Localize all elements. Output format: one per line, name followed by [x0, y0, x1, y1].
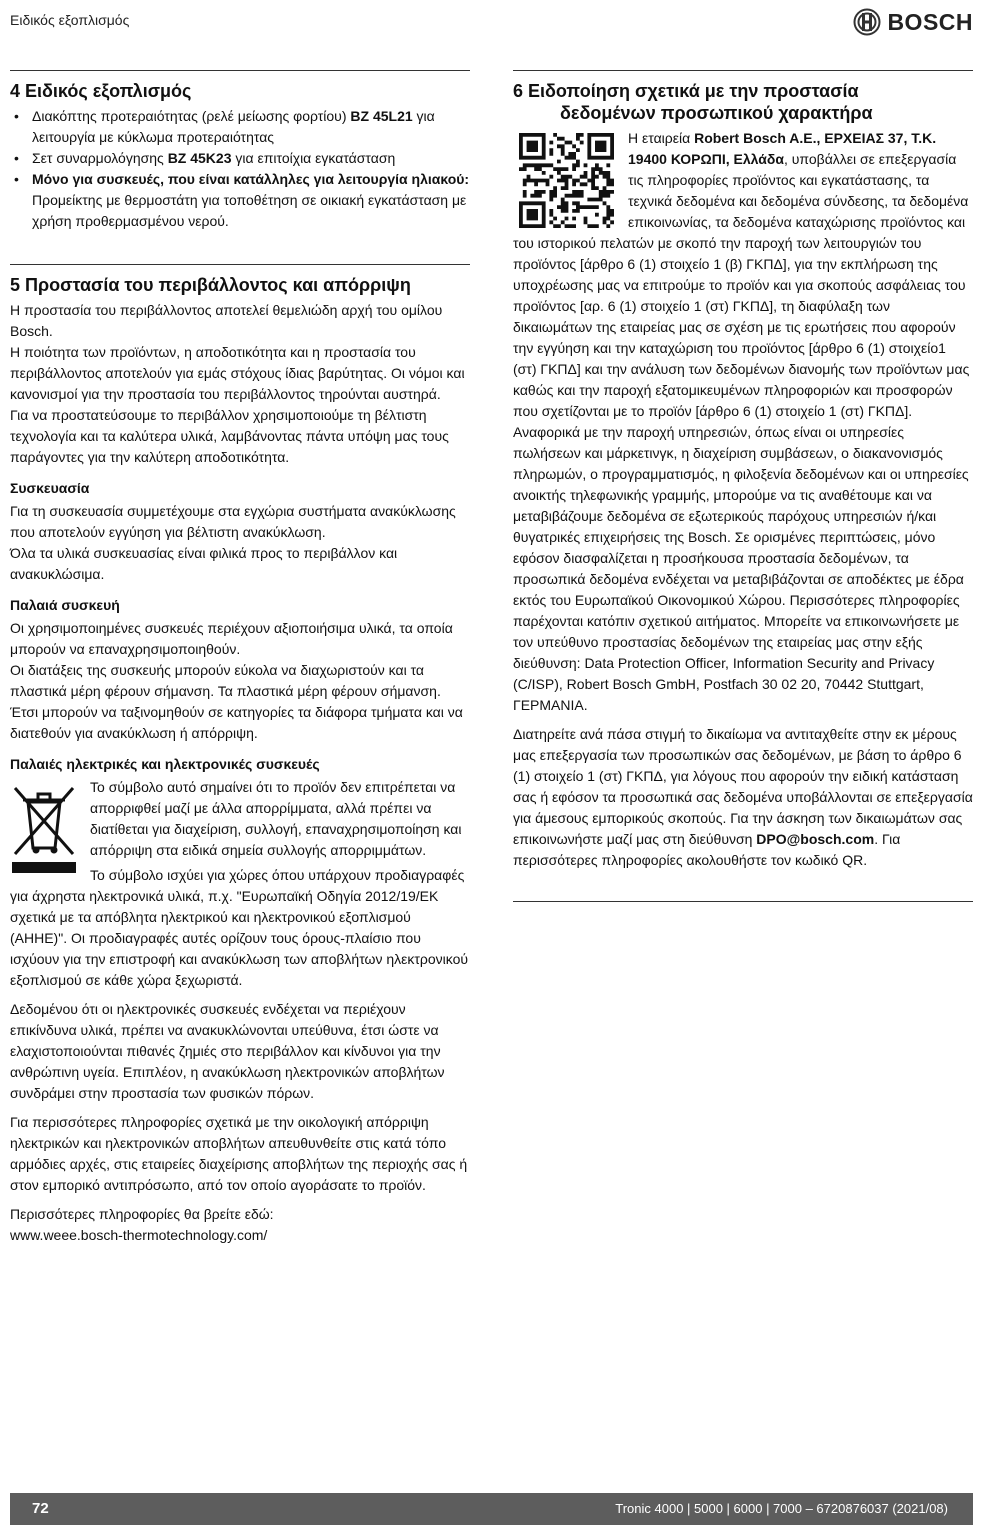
- header-title: Ειδικός εξοπλισμός: [10, 12, 130, 28]
- qr-code-icon[interactable]: [519, 133, 614, 228]
- paragraph: Η ποιότητα των προϊόντων, η αποδοτικότητα και η προστασία του περιβάλλοντος αποτελούν για εμάς στόχους ίδιας βαρύτητας. Οι νόμοι και κανονισμοί για την προστασία του περιβάλλοντος τηρούνται αυστηρά.: [10, 344, 465, 402]
- bosch-logo-icon: [853, 8, 881, 36]
- crossed-out-bin-icon: [10, 780, 78, 874]
- section-divider: [10, 264, 470, 265]
- list-item: • Διακόπτης προτεραιότητας (ρελέ μείωσης φορτίου) BZ 45L21 για λειτουργία με κύκλωμα προτεραιότητας: [10, 106, 470, 148]
- paragraph: Οι διατάξεις της συσκευής μπορούν εύκολα να διαχωριστούν και τα πλαστικά μέρη φέρουν σήμανση. Τα πλαστικά μέρη φέρουν σήμανση. Έτσι μπορούν να ταξινομηθούν σε κατηγορίες τα διάφορα τμήματα και να διατεθούν για ανακύκλωση ή απόρριψη.: [10, 662, 463, 741]
- paragraph: για άχρηστα ηλεκτρονικά υλικά, π.χ. "Ευρωπαϊκή Οδηγία 2012/19/ΕΚ σχετικά με τα απόβλητα ηλεκτρικού και ηλεκτρονικού εξοπλισμού (ΑΗΗΕ)". Οι προδιαγραφές αυτές ορίζουν τους όρους-πλαίσιο που ισχύουν για την επιστροφή και ανακύκλωση των αποβλήτων ηλεκτρονικού εξοπλισμού σε κάθε χώρα ξεχωριστά.: [10, 888, 469, 988]
- paragraph: Το σύμβολο ισχύει για χώρες όπου υπάρχουν προδιαγραφές: [90, 867, 465, 883]
- accessory-list: [10, 106, 470, 232]
- section-4-title: 4 Ειδικός εξοπλισμός: [10, 81, 192, 101]
- page-header: [10, 8, 973, 38]
- brand: [853, 8, 973, 36]
- brand-name: BOSCH: [887, 8, 973, 35]
- paragraph: Για περισσότερες πληροφορίες σχετικά με την οικολογική απόρριψη ηλεκτρικών και ηλεκτρονικών αποβλήτων απευθυνθείτε στις κατά τόπο αρμόδιες αρχές, στις εταιρείες διαχείρισης αποβλήτων της περιοχής σας ή στον εμπορικό αντιπρόσωπο, από τον οποίο αγοράσατε το προϊόν.: [10, 1114, 468, 1193]
- section-5-title: 5 Προστασία του περιβάλλοντος και απόρριψη: [10, 275, 411, 295]
- document-reference: Tronic 4000 | 5000 | 6000 | 7000 – 6720876037 (2021/08): [615, 1501, 948, 1516]
- paragraph: Δεδομένου ότι οι ηλεκτρονικές συσκευές ενδέχεται να περιέχουν επικίνδυνα υλικά, πρέπει να ανακυκλώνονται υπεύθυνα, έτσι ώστε να ελαχιστοποιούνται πιθανές ζημιές στο περιβάλλον και κίνδυνοι για την ανθρώπινη υγεία. Επιπλέον, η ανακύκλωση ηλεκτρονικών αποβλήτων συνδράμει στην προστασία των φυσικών πόρων.: [10, 1001, 445, 1101]
- section-divider: [10, 70, 470, 71]
- privacy-paragraph: Διατηρείτε ανά πάσα στιγμή το δικαίωμα να αντιταχθείτε στην εκ μέρους μας επεξεργασία των προσωπικών σας δεδομένων, με βάση το άρθρο 6 (1) στοιχείο 1 (στ) ΓΚΠΔ, για λόγους που αφορούν την ειδική κατάσταση σας ή εφόσον τα προσωπικά σας δεδομένα υποβάλλονται σε επεξεργασία για άμεσους εμπορικούς σκοπούς. Για την άσκηση των δικαιωμάτων σας επικοινωνήστε μαζί μας στη διεύθυνση DPO@bosch.com. Για περισσότερες πληροφορίες ακολουθήστε τον κωδικό QR.: [513, 726, 973, 868]
- weee-url-link[interactable]: www.weee.bosch-thermotechnology.com/: [10, 1227, 268, 1243]
- packaging-heading: Συσκευασία: [10, 480, 90, 496]
- privacy-paragraph: Η εταιρεία Robert Bosch A.E., ΕΡΧΕΙΑΣ 37, Τ.Κ. 19400 ΚΟΡΩΠΙ, Ελλάδα, υποβάλλει σε επεξεργασία τις πληροφορίες προϊόντος και εγκατάστασης, τα τεχνικά δεδομένα και δεδομένα σύνδεσης, τα δεδομένα επικοινωνίας, τα δεδομένα καταχώρισης προϊόντος και του ιστορικού πελατών με σκοπό την παροχή των λειτουργιών του προϊόντος [άρθρο 6 (1) στοιχείο 1 (β) ΓΚΠΔ], για την εκπλήρωση της υποχρέωσης μας να επιτρούμε το προϊόν και για σκοπούς ασφάλειας του προϊόντος [αρ. 6 (1) στοιχείο 1 (στ) ΓΚΠΔ], τη διαφύλαξη των δικαιωμάτων της εταιρείας μας σε σχέση με τις ερωτήσεις που αφορούν την εγγύηση και την καταχώριση του προϊόντος [άρθρο 6 (1) στοιχείο1 (στ) ΓΚΠΔ] και την ανάλυση των δεδομένων διανομής των προϊόντων μας καθώς και την παροχή εξατομικευμένων πληροφοριών και προσφορών που σχετίζονται με το προϊόν [άρθρο 6 (1) στοιχείο 1 (στ) ΓΚΠΔ]. Αναφορικά με την παροχή υπηρεσιών, όπως είναι οι υπηρεσίες πωλήσεων και μάρκετινγκ, η διαχείριση συμβάσεων, ο διακανονισμός πληρωμών, ο προγραμματισμός, η φιλοξενία δεδομένων και οι υπηρεσίες ανοικτής τηλεφωνικής γραμμής, μπορούμε να τις αναθέτουμε και να μεταβιβάζουμε δεδομένα σε εξωτερικούς παρόχους υπηρεσιών ή/και θυγατρικές επιχειρήσεις της Bosch. Σε ορισμένες περιπτώσεις, μόνο εφόσον διασφαλίζεται η προσήκουσα προστασία δεδομένων, τα προσωπικά δεδομένα ενδέχεται να μεταβιβάζονται σε αποδέκτες με έδρα εκτός του Ευρωπαϊκού Οικονομικού Χώρου. Περισσότερες πληροφορίες παρέχονται κατόπιν σχετικού αιτήματος. Μπορείτε να επικοινωνήσετε με τον υπεύθυνο προστασίας δεδομένων της εταιρείας μας στην εξής διεύθυνση: Data Protection Officer, Information Security and Privacy (C/ISP), Robert Bosch GmbH, Postfach 30 02 20, 70442 Stuttgart, ΓΕΡΜΑΝΙΑ.: [513, 130, 970, 713]
- weee-heading: Παλαιές ηλεκτρικές και ηλεκτρονικές συσκευές: [10, 756, 320, 772]
- paragraph: Οι χρησιμοποιημένες συσκευές περιέχουν αξιοποιήσιμα υλικά, τα οποία μπορούν να επαναχρησιμοποιηθούν.: [10, 620, 453, 657]
- list-item: • Μόνο για συσκευές, που είναι κατάλληλες για λειτουργία ηλιακού: Προμείκτης με θερμοστάτη για τοποθέτηση σε οικιακή εγκατάσταση με χρήση προθερμασμένου νερού.: [10, 169, 470, 232]
- paragraph: Η προστασία του περιβάλλοντος αποτελεί θεμελιώδη αρχή του ομίλου Bosch.: [10, 302, 443, 339]
- left-column: [10, 70, 470, 1246]
- paragraph: Για να προστατεύσουμε το περιβάλλον χρησιμοποιούμε τη βέλτιστη τεχνολογία και τα καλύτερα υλικά, λαμβάνοντας πάντα υπόψη μας τους παράγοντες για την καλύτερη αποδοτικότητα.: [10, 407, 449, 465]
- section-5: [10, 264, 470, 1246]
- right-column: [513, 70, 973, 902]
- section-divider: [513, 70, 973, 71]
- weee-block: [10, 777, 470, 991]
- paragraph: Για τη συσκευασία συμμετέχουμε στα εγχώρια συστήματα ανακύκλωσης που αποτελούν εγγύηση για βέλτιστη ανακύκλωση.: [10, 503, 456, 540]
- page-number: 72: [32, 1500, 49, 1517]
- page-footer: [10, 1493, 973, 1525]
- section-divider: [513, 901, 973, 902]
- section-6-title: 6 Ειδοποίηση σχετικά με την προστασία δεδομένων προσωπικού χαρακτήρα: [513, 81, 873, 123]
- more-info-label: Περισσότερες πληροφορίες θα βρείτε εδώ:: [10, 1206, 274, 1222]
- dpo-email-link[interactable]: DPO@bosch.com: [756, 831, 875, 847]
- old-appliance-heading: Παλαιά συσκευή: [10, 597, 120, 613]
- paragraph: Το σύμβολο αυτό σημαίνει ότι το προϊόν δεν επιτρέπεται να απορριφθεί μαζί με άλλα απορρίμματα, αλλά πρέπει να διατίθεται για διαχείριση, συλλογή, επαναχρησιμοποίηση και απόρριψη στα ειδικά σημεία συλλογής απορριμμάτων.: [90, 779, 462, 858]
- paragraph: Όλα τα υλικά συσκευασίας είναι φιλικά προς το περιβάλλον και ανακυκλώσιμα.: [10, 545, 398, 582]
- list-item: • Σετ συναρμολόγησης BZ 45K23 για επιτοίχια εγκατάσταση: [10, 148, 470, 169]
